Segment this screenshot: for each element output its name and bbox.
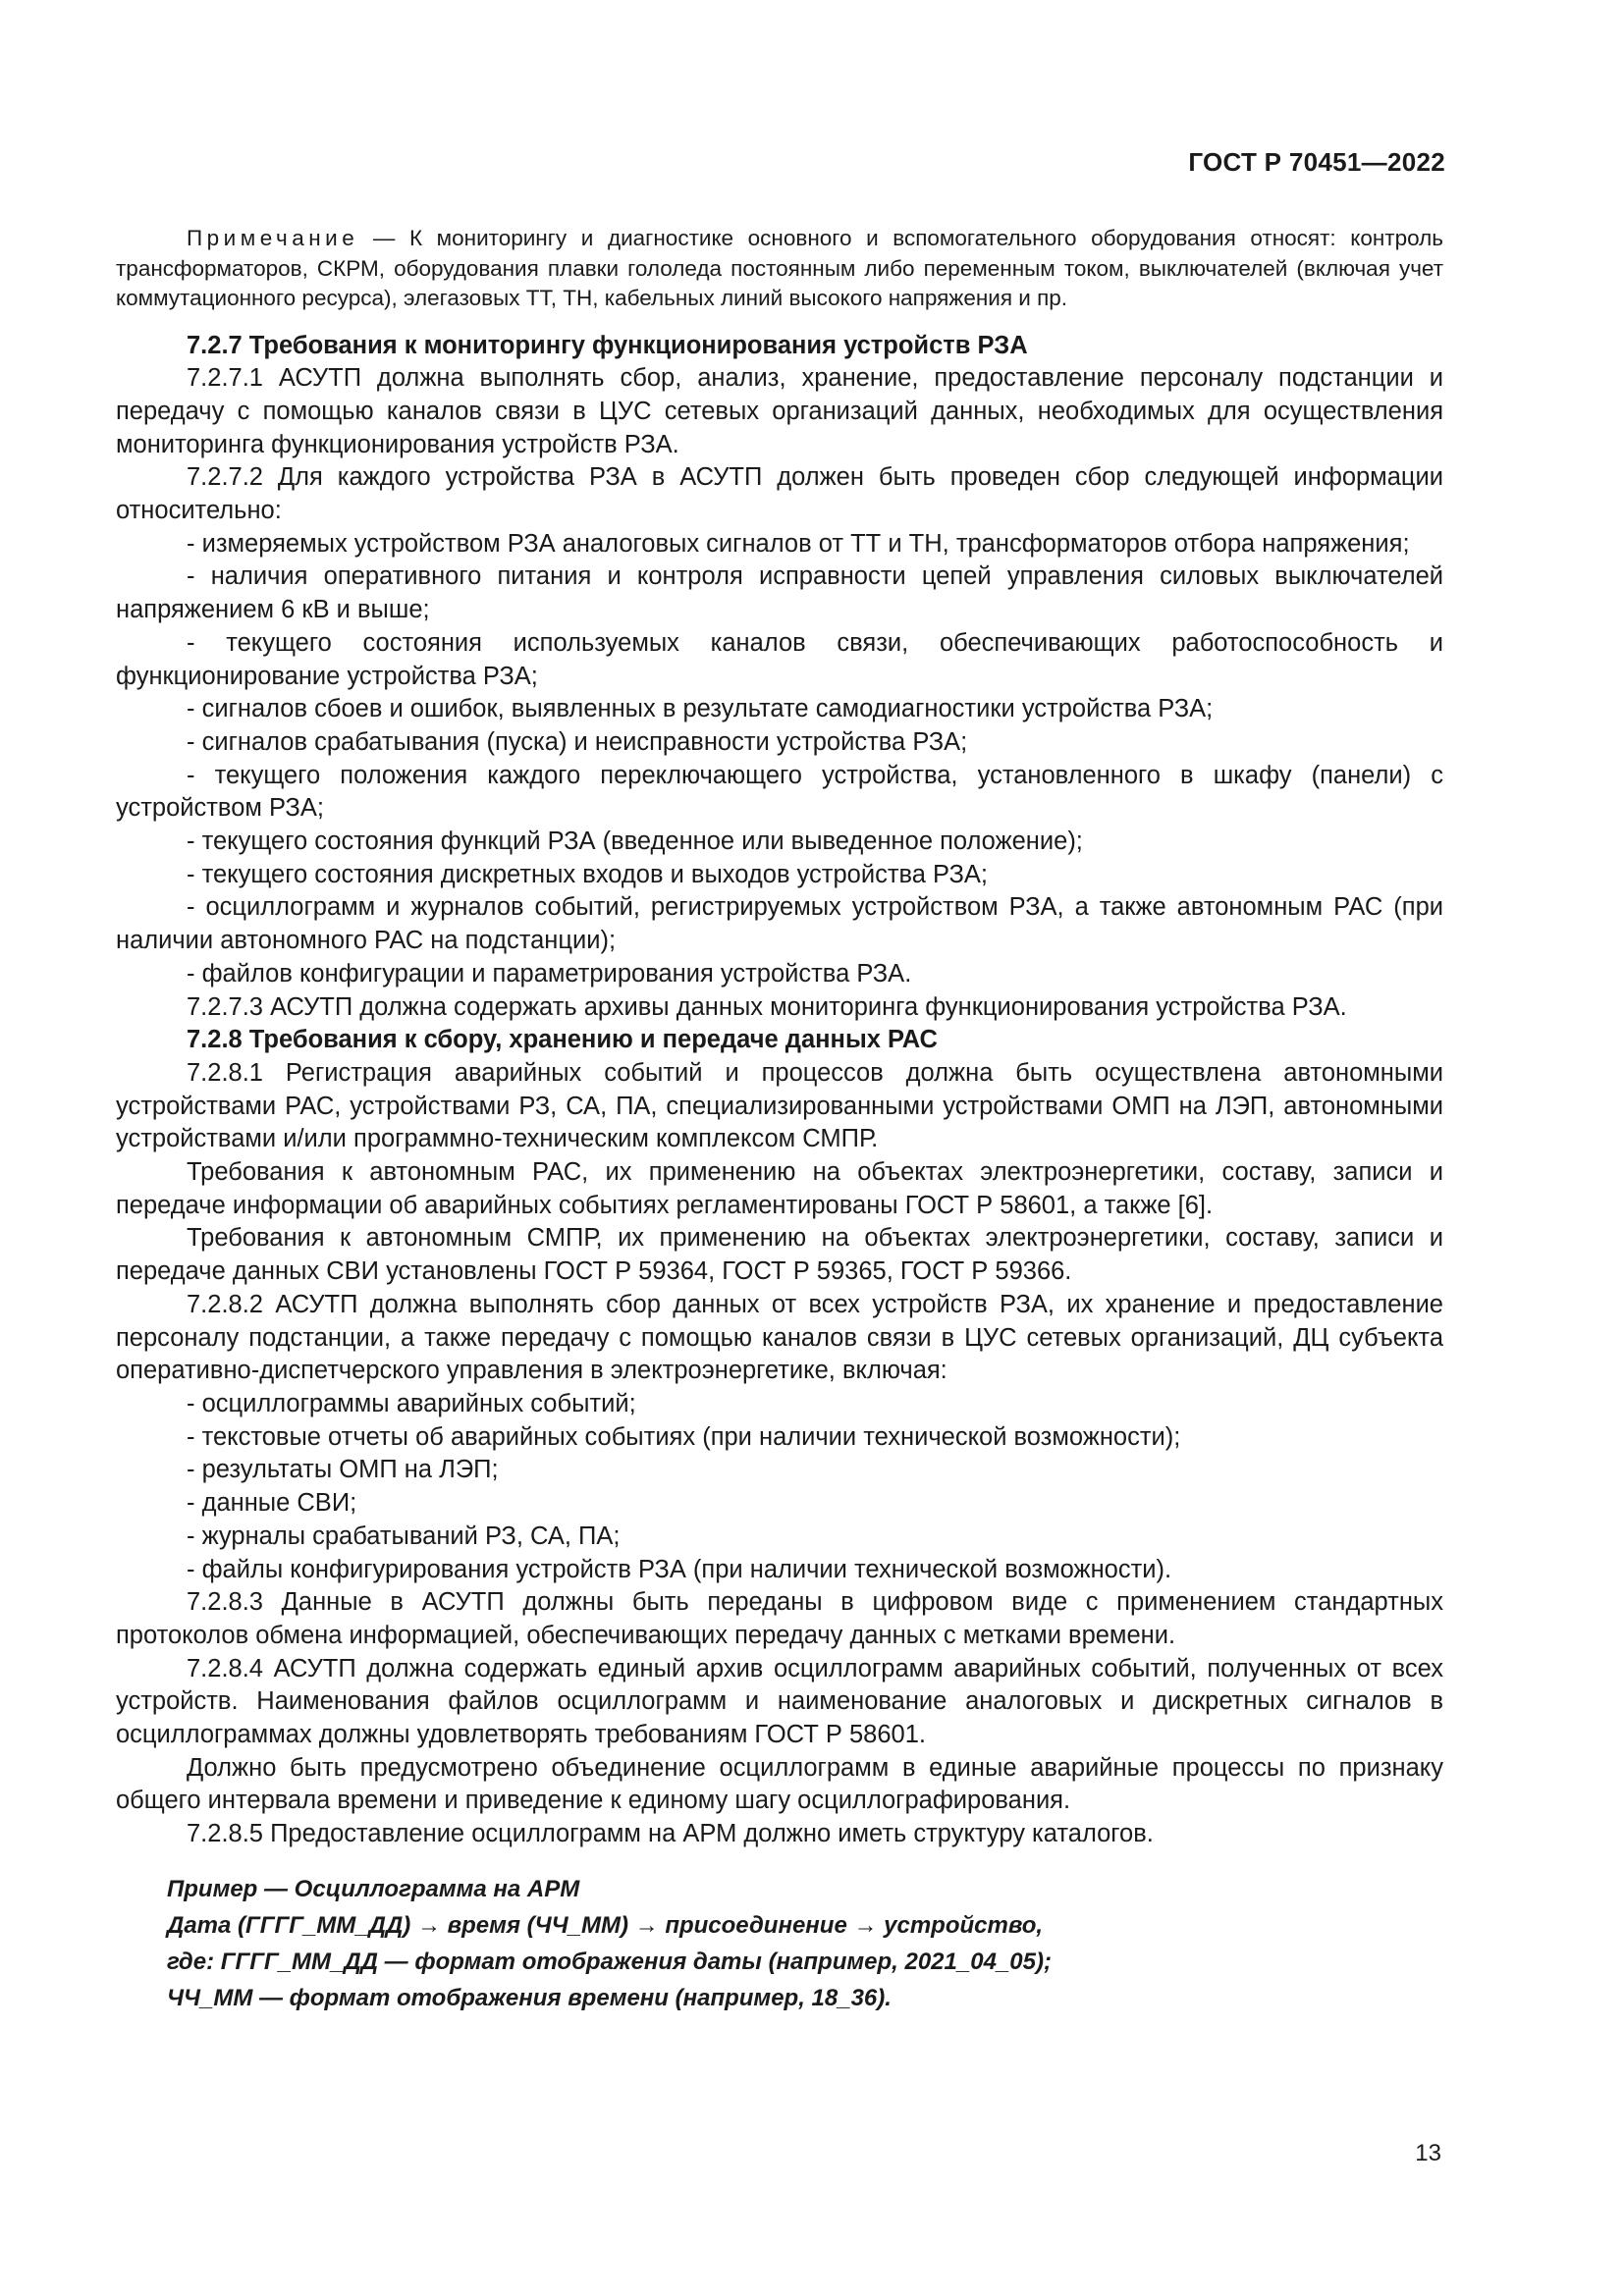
- list-item: - текстовые отчеты об аварийных событиях (при наличии технической возможности);: [187, 1422, 1181, 1451]
- paragraph-7-2-8-3: 7.2.8.3 Данные в АСУТП должны быть переданы в цифровом виде с применением стандартных протоколов обмена информацией, обеспечивающих передачу данных с метками времени.: [116, 1588, 1443, 1649]
- example-title: Пример — Осциллограмма на АРМ: [167, 1875, 580, 1902]
- list-item: - наличия оперативного питания и контроля исправности цепей управления силовых выключателей напряжением 6 кВ и выше;: [116, 562, 1443, 624]
- list-item: - файлов конфигурации и параметрирования устройства РЗА.: [187, 959, 912, 988]
- note-text: — К мониторингу и диагностике основного и вспомогательного оборудования относят: контроль трансформаторов, СКРМ, оборудования плавки гололеда постоянным либо переменным током, выключателей (включая учет коммутационного ресурса), элегазовых ТТ, ТН, кабельных линий высокого напряжения и пр.: [116, 226, 1443, 310]
- document-code: ГОСТ Р 70451—2022: [1188, 147, 1445, 177]
- note-paragraph: [116, 224, 1443, 314]
- page-body: [116, 224, 1443, 2016]
- example-line: Дата (ГГГГ_ММ_ДД) → время (ЧЧ_ММ) → присоединение → устройство,: [167, 1911, 1044, 1939]
- paragraph-smpr-requirements: Требования к автономным СМПР, их применению на объектах электроэнергетики, составу, записи и передаче данных СВИ установлены ГОСТ Р 59364, ГОСТ Р 59365, ГОСТ Р 59366.: [116, 1224, 1443, 1286]
- paragraph-7-2-7-1: 7.2.7.1 АСУТП должна выполнять сбор, анализ, хранение, предоставление персоналу подстанции и передачу с помощью каналов связи в ЦУС сетевых организаций данных, необходимых для осуществления мониторинга функционирования устройств РЗА.: [116, 364, 1443, 458]
- paragraph-ras-requirements: Требования к автономным РАС, их применению на объектах электроэнергетики, составу, записи и передаче информации об аварийных событиях регламентированы ГОСТ Р 58601, а также [6].: [116, 1158, 1443, 1219]
- paragraph-7-2-7-3: 7.2.7.3 АСУТП должна содержать архивы данных мониторинга функционирования устройства РЗА.: [187, 992, 1347, 1021]
- list-item: - измеряемых устройством РЗА аналоговых сигналов от ТТ и ТН, трансформаторов отбора напряжения;: [187, 529, 1410, 558]
- paragraph-7-2-8-2: 7.2.8.2 АСУТП должна выполнять сбор данных от всех устройств РЗА, их хранение и предоставление персоналу подстанции, а также передачу с помощью каналов связи в ЦУС сетевых организаций, ДЦ субъекта оперативно-диспетчерского управления в электроэнергетике, включая:: [116, 1290, 1443, 1385]
- list-item: - журналы срабатываний РЗ, СА, ПА;: [187, 1522, 621, 1550]
- section-heading-7-2-8: 7.2.8 Требования к сбору, хранению и передаче данных РАС: [187, 1026, 938, 1054]
- list-item: - текущего состояния функций РЗА (введенное или выведенное положение);: [187, 828, 1083, 856]
- list-item: - сигналов срабатывания (пуска) и неисправности устройства РЗА;: [187, 727, 968, 756]
- paragraph-7-2-8-1: 7.2.8.1 Регистрация аварийных событий и процессов должна быть осуществлена автономными устройствами РАС, устройствами РЗ, СА, ПА, специализированными устройствами ОМП на ЛЭП, автономными устройствами и/или программно-техническим комплексом СМПР.: [116, 1058, 1443, 1153]
- paragraph-7-2-8-4: 7.2.8.4 АСУТП должна содержать единый архив осциллограмм аварийных событий, полученных от всех устройств. Наименования файлов осциллограмм и наименование аналоговых и дискретных сигналов в осциллограммах должны удовлетворять требованиям ГОСТ Р 58601.: [116, 1654, 1443, 1749]
- list-item: - файлы конфигурирования устройств РЗА (при наличии технической возможности).: [187, 1555, 1172, 1583]
- list-item: - текущего состояния дискретных входов и выходов устройства РЗА;: [187, 860, 988, 888]
- note-label: Примечание: [187, 226, 359, 250]
- paragraph-merge-oscillograms: Должно быть предусмотрено объединение осциллограмм в единые аварийные процессы по признаку общего интервала времени и приведение к единому шагу осциллографирования.: [116, 1753, 1443, 1815]
- list-item: - данные СВИ;: [187, 1489, 357, 1518]
- list-item: - осциллограмм и журналов событий, регистрируемых устройством РЗА, а также автономным РАС (при наличии автономного РАС на подстанции);: [116, 893, 1443, 955]
- page-number: 13: [1415, 2140, 1441, 2166]
- section-heading-7-2-7: 7.2.7 Требования к мониторингу функционирования устройств РЗА: [187, 331, 1028, 359]
- list-item: - текущего положения каждого переключающего устройства, установленного в шкафу (панели) с устройством РЗА;: [116, 761, 1443, 823]
- list-item: - осциллограммы аварийных событий;: [187, 1390, 636, 1417]
- list-item: - текущего состояния используемых каналов связи, обеспечивающих работоспособность и функционирование устройства РЗА;: [116, 628, 1443, 690]
- example-line: ЧЧ_ММ — формат отображения времени (например, 18_36).: [167, 1984, 892, 2011]
- example-line: где: ГГГГ_ММ_ДД — формат отображения даты (например, 2021_04_05);: [167, 1948, 1052, 1975]
- list-item: - результаты ОМП на ЛЭП;: [187, 1456, 499, 1484]
- paragraph-7-2-8-5: 7.2.8.5 Предоставление осциллограмм на АРМ должно иметь структуру каталогов.: [187, 1820, 1154, 1848]
- paragraph-7-2-7-2: 7.2.7.2 Для каждого устройства РЗА в АСУТП должен быть проведен сбор следующей информации относительно:: [116, 463, 1443, 525]
- list-item: - сигналов сбоев и ошибок, выявленных в результате самодиагностики устройства РЗА;: [187, 695, 1214, 723]
